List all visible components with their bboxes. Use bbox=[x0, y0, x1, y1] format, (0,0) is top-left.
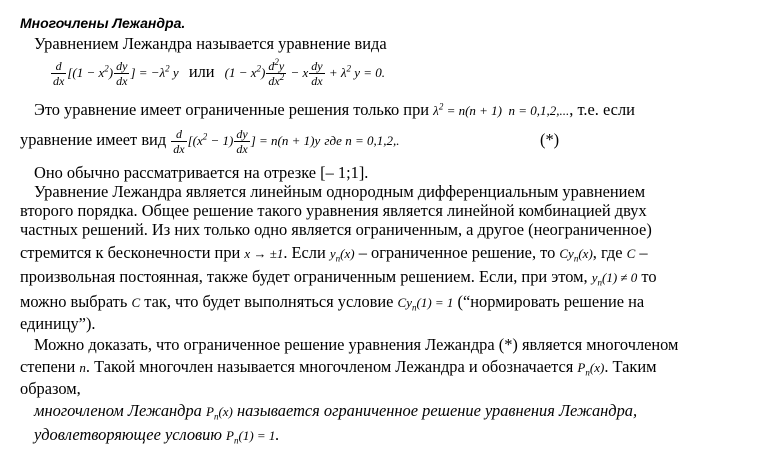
paragraph-intro: Уравнением Лежандра называется уравнение вида bbox=[34, 34, 387, 53]
paragraph-general-l6: можно выбрать C так, что будет выполняться условие $Cy_n(1) = 1$ (“нормировать решение на bbox=[20, 292, 645, 313]
page-title: Многочлены Лежандра. bbox=[20, 15, 186, 31]
legendre-equation-formula: $\frac{d}{dx}$ [$(1 - x^2)$ $\frac{dy}{dx}$ ] = $-\lambda^2$ y или $(1 - x^2)$ $\frac{d^2y}{dx^2}$ − x $\frac{dy}{dx}$ + $\lambda^2$ y = 0. bbox=[53, 56, 386, 88]
paragraph-general-l4: стремится к бесконечности при x → ±1. Если $y_n(x)$ – ограниченное решение, то $Cy_n(x)$, где C – bbox=[20, 243, 648, 264]
definition-l2: удовлетворяющее условию $P_n(1) = 1$. bbox=[34, 425, 280, 446]
paragraph-bounded-line1: Это уравнение имеет ограниченные решения только при $\lambda^2 = n(n + 1) n = 0,1,2$,..., т.е. если bbox=[34, 100, 635, 119]
paragraph-proof-l2: степени n. Такой многочлен называется многочленом Лежандра и обозначается $P_n(x)$. Таким bbox=[20, 357, 657, 378]
definition-l1: многочленом Лежандра $P_n(x)$ называется ограниченное решение уравнения Лежандра, bbox=[34, 401, 638, 422]
paragraph-bounded-line2: уравнение имеет вид $\frac{d}{dx}$ [$(x^2 - 1)$ $\frac{dy}{dx}$ ] = n(n + 1)y где n = 0,1,2,. (*) bbox=[20, 122, 399, 159]
paragraph-general-l2: второго порядка. Общее решение такого уравнения является линейной комбинацией двух bbox=[20, 201, 647, 220]
paragraph-general-l5: произвольная постоянная, также будет ограниченным решением. Если, при этом, $y_n(1) \ne 0$ то bbox=[20, 267, 657, 288]
paragraph-proof-l1: Можно доказать, что ограниченное решение уравнения Лежандра (*) является многочленом bbox=[34, 335, 679, 354]
or-word: или bbox=[188, 62, 215, 81]
paragraph-interval: Оно обычно рассматривается на отрезке [– 1;1]. bbox=[34, 163, 369, 182]
paragraph-general-l1: Уравнение Лежандра является линейным однородным дифференциальным уравнением bbox=[34, 182, 646, 201]
condition-text: где n = 0,1,2,. bbox=[324, 133, 400, 148]
paragraph-general-l3: частных решений. Из них только одно является ограниченным, а другое (неограниченное) bbox=[20, 220, 652, 239]
paragraph-general-l7: единицу”). bbox=[20, 314, 96, 333]
equation-mark: (*) bbox=[540, 130, 560, 149]
paragraph-proof-l3: образом, bbox=[20, 379, 81, 398]
